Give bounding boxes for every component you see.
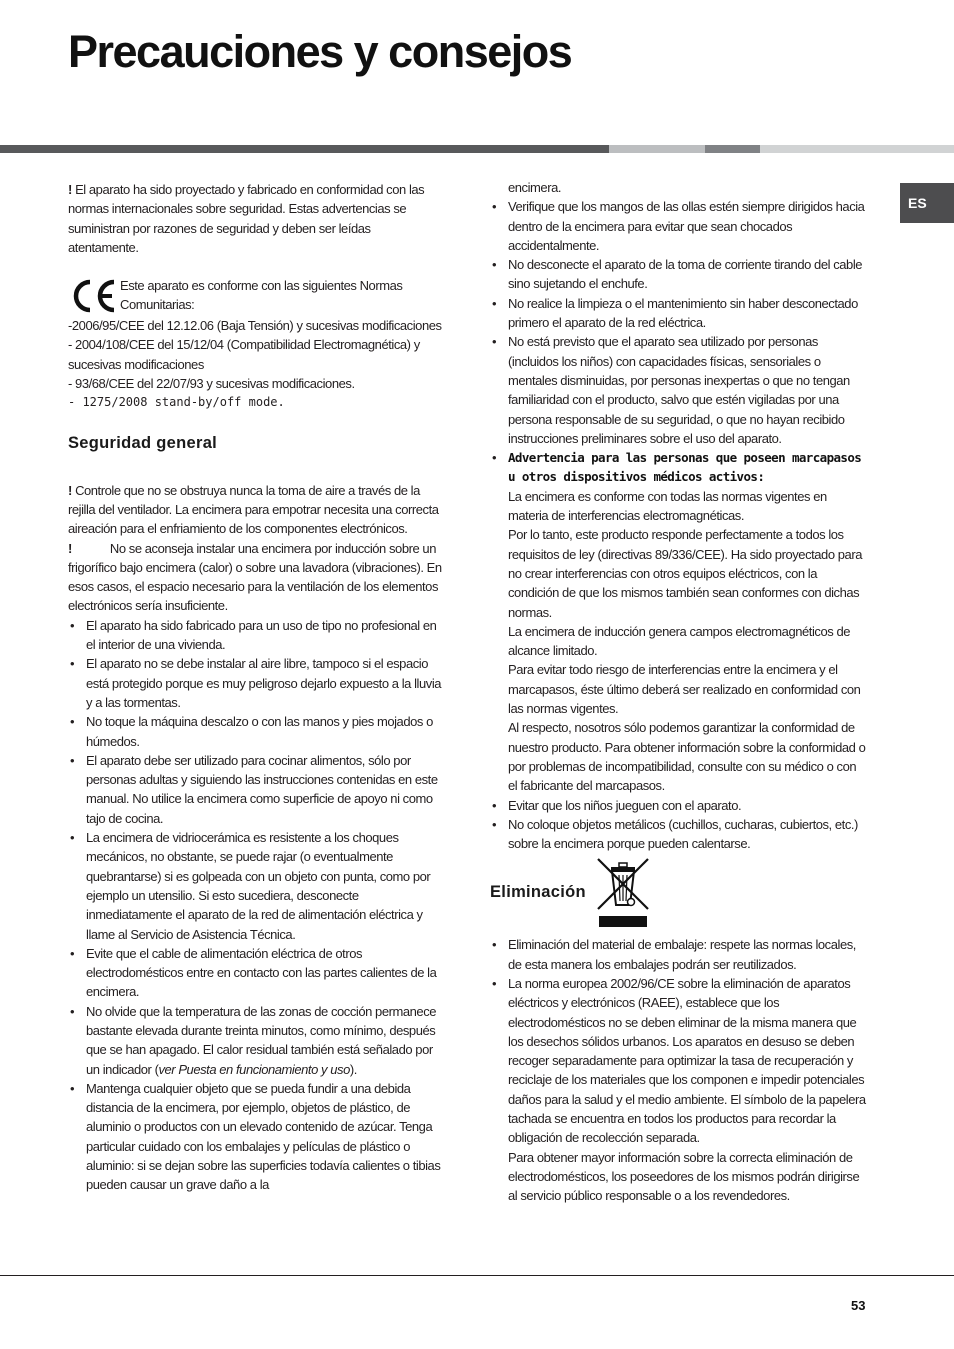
header-rule-light bbox=[609, 145, 705, 153]
right-column bbox=[490, 178, 866, 1206]
list-item: • Verifique que los mangos de las ollas estén siempre dirigidos hacia dentro de la encimera para evitar que sean chocados accidentalmente. bbox=[490, 197, 866, 255]
list-item: • No realice la limpieza o el mantenimiento sin haber desconectado primero el aparato de la red eléctrica. bbox=[490, 294, 866, 333]
norm-item: - 2004/108/CEE del 15/12/04 (Compatibilidad Electromagnética) y sucesivas modificaciones bbox=[68, 337, 420, 372]
warning-mark: ! bbox=[68, 482, 72, 498]
disposal-paragraph: Para obtener mayor información sobre la correcta eliminación de electrodomésticos, los poseedores de los mismos podrán dirigirse al servicio público responsable o a los revendedores. bbox=[508, 1149, 860, 1204]
list-item: • No desconecte el aparato de la toma de corriente tirando del cable sino sujetando el enchufe. bbox=[490, 255, 866, 294]
safety-list-continued bbox=[490, 197, 866, 486]
warning-text: La encimera de inducción genera campos electromagnéticos de alcance limitado. bbox=[508, 623, 851, 659]
disposal-heading-row bbox=[490, 855, 866, 929]
safety-list bbox=[68, 616, 444, 1195]
list-item: • No toque la máquina descalzo o con las manos y pies mojados o húmedos. bbox=[68, 712, 444, 751]
list-item: • El aparato ha sido fabricado para un uso de tipo no profesional en el interior de una vivienda. bbox=[68, 616, 444, 655]
norm-item: - 93/68/CEE del 22/07/93 y sucesivas modificaciones. bbox=[68, 376, 355, 392]
page-title: Precauciones y consejos bbox=[68, 26, 572, 77]
list-item: • La norma europea 2002/96/CE sobre la eliminación de aparatos eléctricos y electrónicos (RAEE), establece que los electrodomésticos no se deben eliminar de la misma manera que los desechos sólidos urbanos. Los aparatos en desuso se deben recoger separadamente para optimizar la tasa de recuperación y reciclaje de los materiales que los componen e impedir potenciales daños para la salud y el medio ambiente. El símbolo de la papelera tachada se encuentra en todos los productos para recordar la obligación de recolección separada. bbox=[490, 974, 866, 1148]
norm-item: -2006/95/CEE del 12.12.06 (Baja Tensión) y sucesivas modificaciones bbox=[68, 318, 442, 334]
pacemaker-warning-title: Advertencia para las personas que poseen marcapasos u otros dispositivos médicos activos: bbox=[508, 450, 862, 485]
language-tab: ES bbox=[900, 183, 954, 223]
warning-text: Al respecto, nosotros sólo podemos garantizar la conformidad de nuestro producto. Para obtener información sobre la conformidad o por problemas de incompatibilidad, consulte con su médico o con el fabricante del marcapasos. bbox=[508, 720, 866, 794]
list-item: • Mantenga cualquier objeto que se pueda fundir a una debida distancia de la encimera, por ejemplo, objetos de plástico, de aluminio o productos con un elevado contenido de azúcar. Tenga particular cuidado con los embalajes y películas de plástico o aluminio: si se dejan sobre las superficies todavía calientes o tibias pueden causar un grave daño a la bbox=[68, 1079, 444, 1195]
warning-mark: ! bbox=[68, 182, 72, 197]
list-item: • Evite que el cable de alimentación eléctrica de otros electrodomésticos entre en contacto con las partes calientes de la encimera. bbox=[68, 944, 444, 1002]
list-item: • El aparato no se debe instalar al aire libre, tampoco si el espacio está protegido porque es muy peligroso dejarlo expuesto a la lluvia y a las tormentas. bbox=[68, 654, 444, 712]
header-rule-pale bbox=[760, 145, 954, 153]
list-item: • Evitar que los niños jueguen con el aparato. bbox=[490, 796, 866, 815]
ce-text: Este aparato es conforme con las siguientes Normas Comunitarias: bbox=[120, 278, 403, 313]
section-heading-eliminacion: Eliminación bbox=[490, 883, 586, 902]
list-item: • La encimera de vidriocerámica es resistente a los choques mecánicos, no obstante, se puede rajar (o eventualmente quebrantarse) si es golpeada con un objeto con punta, como por ejemplo un utensilio. Si esto sucediera, desconecte inmediatamente el aparato de la red de alimentación eléctrica y llame al Servicio de Asistencia Técnica. bbox=[68, 828, 444, 944]
norm-item: - 1275/2008 stand-by/off mode. bbox=[68, 395, 285, 410]
ce-conformity bbox=[68, 276, 444, 316]
header-rule-mid bbox=[705, 145, 760, 153]
list-item: • No olvide que la temperatura de las zonas de cocción permanece bastante elevada durante treinta minutos, como mínimo, después que se han apagado. El calor residual también está señalado por un indicador (ver Puesta en funcionamiento y uso). bbox=[68, 1002, 444, 1079]
ce-mark-icon bbox=[68, 276, 120, 316]
left-column bbox=[68, 180, 444, 1195]
footer-rule bbox=[0, 1275, 954, 1276]
warning-paragraph: ! No se aconseja instalar una encimera por inducción sobre un frigorífico bajo encimera (calor) o sobre una lavadora (vibraciones). En esos casos, el espacio necesario para la ventilación de los elementos electrónicos sería insuficiente. bbox=[68, 540, 442, 614]
warning-text: La encimera es conforme con todas las normas vigentes en materia de interferencias electromagnéticas. bbox=[508, 488, 827, 524]
section-heading-seguridad: Seguridad general bbox=[68, 433, 218, 452]
warning-paragraph: ! Controle que no se obstruya nunca la toma de aire a través de la rejilla del ventilador. La encimera para empotrar necesita una correcta aireación para el enfriamiento de los componentes electrónicos. bbox=[68, 482, 439, 537]
list-item: • No coloque objetos metálicos (cuchillos, cucharas, cubiertos, etc.) sobre la encimera porque pueden calentarse. bbox=[490, 815, 866, 854]
children-metal-list bbox=[490, 796, 866, 854]
crossed-bin-icon bbox=[594, 855, 652, 929]
list-item: • No está previsto que el aparato sea utilizado por personas (incluidos los niños) con capacidades físicas, sensoriales o mentales disminuidas, por personas inexpertas o que no tengan familiaridad con el producto, salvo que estén vigiladas por una persona responsable de su seguridad, o que no hayan recibido instrucciones preliminares sobre el uso del aparato. bbox=[490, 332, 866, 448]
cross-reference: ver Puesta en funcionamiento y uso bbox=[158, 1061, 350, 1077]
list-item: • El aparato debe ser utilizado para cocinar alimentos, sólo por personas adultas y siguiendo las instrucciones contenidas en este manual. No utilice la encimera como superficie de apoyo ni como tajo de cocina. bbox=[68, 751, 444, 828]
disposal-list bbox=[490, 935, 866, 1147]
warning-text: Para evitar todo riesgo de interferencias entre la encimera y el marcapasos, éste último deberá ser realizado en conformidad con las normas vigentes. bbox=[508, 662, 861, 717]
continued-text: encimera. bbox=[508, 180, 562, 195]
warning-mark: ! bbox=[68, 540, 72, 556]
list-item bbox=[490, 448, 866, 487]
warning-text: Por lo tanto, este producto responde perfectamente a todos los requisitos de ley (directivas 89/336/CEE). Ha sido proyectado para no crear interferencias con otros equipos eléctricos, con la condición de que los mismos también sean conformes con dichas normas. bbox=[508, 527, 862, 620]
page-number: 53 bbox=[851, 1298, 866, 1313]
intro-paragraph: ! El aparato ha sido proyectado y fabricado en conformidad con las normas internacionales sobre seguridad. Estas advertencias se suministran por razones de seguridad y deben ser leídas atentamente. bbox=[68, 182, 425, 255]
list-item: • Eliminación del material de embalaje: respete las normas locales, de esta manera los embalajes podrán ser reutilizados. bbox=[490, 935, 866, 974]
header-rule-dark bbox=[0, 145, 609, 153]
